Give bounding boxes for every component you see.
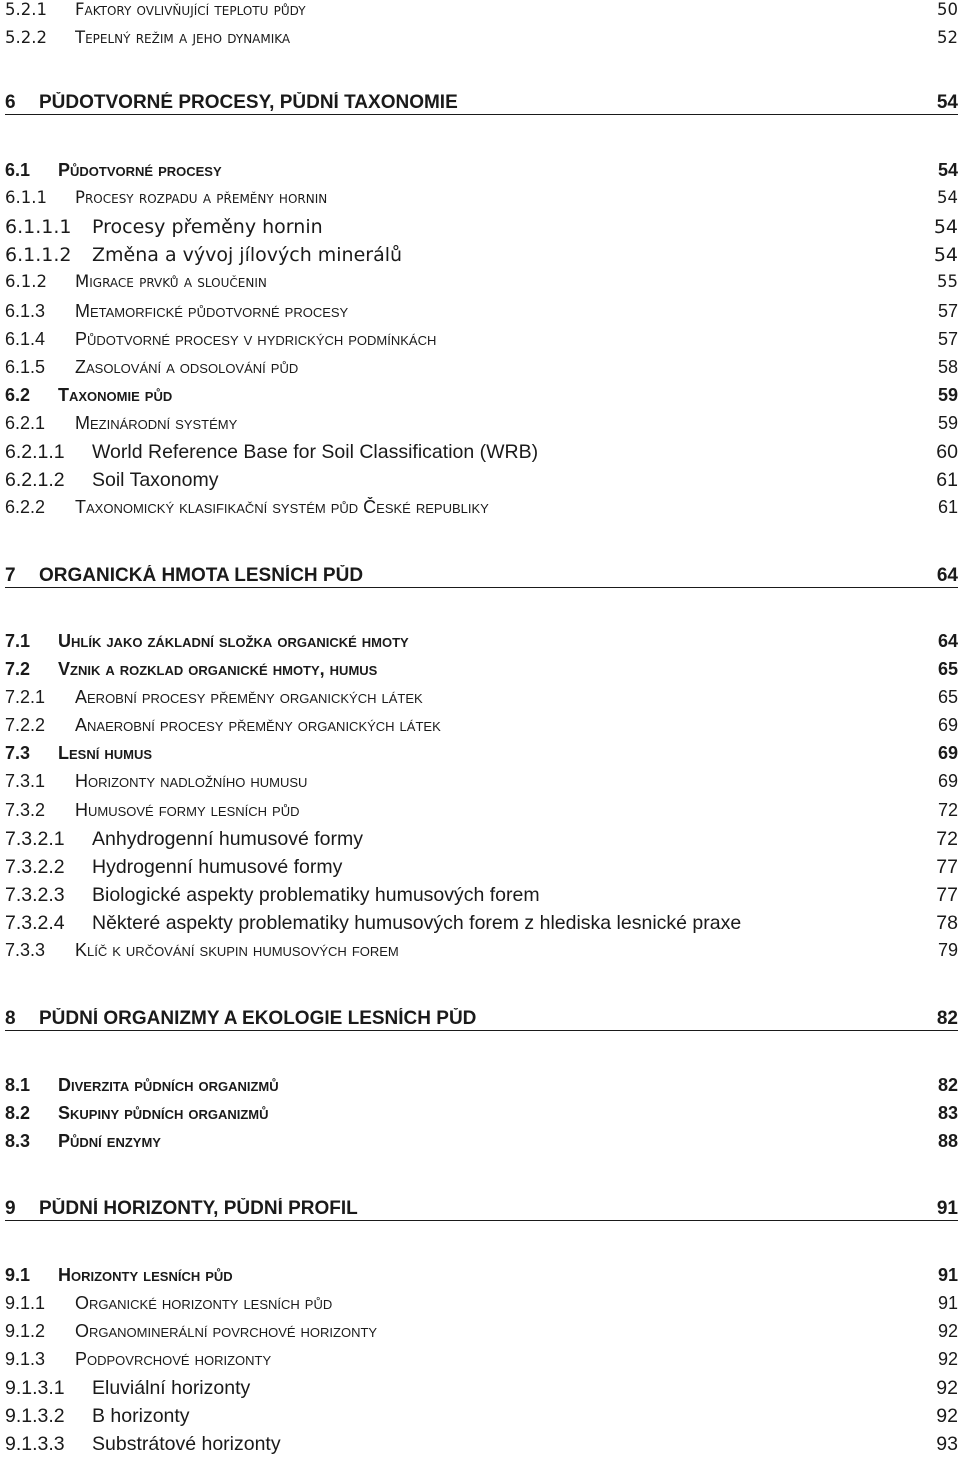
entry-page-number: 72 (936, 828, 958, 850)
entry-title: Horizonty nadložního humusu (75, 771, 308, 791)
toc-entry-6[interactable] (5, 92, 958, 115)
entry-page-number: 77 (936, 856, 958, 878)
toc-entry-6-1-1-1[interactable] (5, 216, 958, 242)
entry-page-number: 57 (937, 301, 958, 321)
entry-title: PŮDOTVORNÉ PROCESY, PŮDNÍ TAXONOMIE (39, 92, 458, 113)
entry-number: 6.1.5 (5, 357, 46, 377)
entry-number: 7.3.1 (5, 771, 46, 791)
entry-number: 7.3.3 (5, 940, 46, 960)
entry-title: Faktory ovlivňující teplotu půdy (75, 0, 306, 19)
entry-title: ORGANICKÁ HMOTA LESNÍCH PŮD (39, 565, 364, 586)
entry-number: 9.1.3 (5, 1349, 46, 1369)
toc-entry-7-3-3[interactable] (5, 940, 958, 966)
entry-number: 9.1.3.2 (5, 1405, 65, 1427)
entry-title: Soil Taxonomy (92, 469, 219, 491)
entry-page-number: 54 (937, 188, 958, 207)
entry-number: 5.2.1 (5, 0, 47, 19)
toc-entry-7-3-2-1[interactable] (5, 828, 958, 854)
entry-number: 7.2.2 (5, 715, 46, 735)
toc-entry-7-3[interactable] (5, 743, 958, 769)
entry-number: 6.2 (5, 385, 31, 405)
entry-page-number: 61 (937, 497, 958, 517)
entry-title: Lesní humus (58, 743, 153, 763)
entry-number: 7.3.2.3 (5, 884, 65, 906)
entry-title: Některé aspekty problematiky humusových forem z hlediska lesnické praxe (92, 912, 742, 934)
entry-title: Organické horizonty lesních půd (75, 1293, 333, 1313)
entry-page-number: 59 (937, 385, 958, 405)
entry-page-number: 54 (933, 244, 958, 266)
entry-number: 8.2 (5, 1103, 31, 1123)
entry-title: Metamorfické půdotvorné procesy (75, 301, 349, 321)
toc-entry-6-1[interactable] (5, 160, 958, 186)
toc-entry-6-1-1[interactable] (5, 188, 958, 214)
entry-number: 6.2.1 (5, 413, 46, 433)
toc-entry-6-1-5[interactable] (5, 357, 958, 383)
entry-title: Taxonomický klasifikační systém půd České republiky (75, 497, 489, 517)
toc-entry-8-1[interactable] (5, 1075, 958, 1101)
entry-number: 9.1.3.3 (5, 1433, 65, 1455)
toc-entry-7-3-2-3[interactable] (5, 884, 958, 910)
toc-entry-6-2-1-1[interactable] (5, 441, 958, 467)
entry-page-number: 57 (937, 329, 958, 349)
entry-page-number: 69 (937, 771, 958, 791)
toc-entry-6-2[interactable] (5, 385, 958, 411)
entry-title: Zasolování a odsolování půd (75, 357, 299, 377)
entry-title: Podpovrchové horizonty (75, 1349, 272, 1369)
entry-page-number: 83 (937, 1103, 958, 1123)
entry-page-number: 54 (936, 92, 958, 113)
entry-number: 6.1.2 (5, 272, 47, 291)
entry-page-number: 92 (936, 1377, 958, 1399)
toc-entry-5-2-1[interactable] (5, 0, 958, 26)
entry-number: 9.1 (5, 1265, 31, 1285)
toc-entry-6-2-2[interactable] (5, 497, 958, 523)
entry-title: Horizonty lesních půd (58, 1265, 233, 1285)
toc-entry-7[interactable] (5, 565, 958, 588)
toc-entry-6-1-4[interactable] (5, 329, 958, 355)
entry-title: Organominerální povrchové horizonty (75, 1321, 378, 1341)
toc-entry-6-1-3[interactable] (5, 301, 958, 327)
entry-number: 7.3 (5, 743, 31, 763)
entry-page-number: 69 (937, 743, 958, 763)
entry-number: 6.1.1.1 (5, 216, 72, 238)
entry-title: Hydrogenní humusové formy (92, 856, 343, 878)
entry-page-number: 60 (936, 441, 958, 463)
toc-entry-9-1-3-1[interactable] (5, 1377, 958, 1403)
entry-page-number: 65 (937, 687, 958, 707)
entry-number: 9.1.2 (5, 1321, 46, 1341)
entry-page-number: 92 (937, 1321, 958, 1341)
entry-number: 7 (5, 565, 16, 586)
entry-title: Mezinárodní systémy (75, 413, 238, 433)
entry-title: Taxonomie půd (58, 385, 173, 405)
toc-entry-6-2-1[interactable] (5, 413, 958, 439)
entry-title: Migrace prvků a sloučenin (75, 272, 267, 291)
toc-entry-9-1-2[interactable] (5, 1321, 958, 1347)
entry-page-number: 55 (937, 272, 958, 291)
entry-title: Vznik a rozklad organické hmoty, humus (58, 659, 378, 679)
toc-entry-7-3-1[interactable] (5, 771, 958, 797)
entry-title: Diverzita půdních organizmů (58, 1075, 279, 1095)
entry-title: Procesy rozpadu a přeměny hornin (75, 188, 328, 207)
entry-number: 8.1 (5, 1075, 31, 1095)
entry-page-number: 61 (936, 469, 958, 491)
entry-number: 6.2.2 (5, 497, 46, 517)
entry-page-number: 65 (937, 659, 958, 679)
entry-page-number: 91 (937, 1265, 958, 1285)
toc-entry-6-2-1-2[interactable] (5, 469, 958, 495)
entry-number: 7.3.2.2 (5, 856, 65, 878)
entry-page-number: 92 (937, 1349, 958, 1369)
entry-title: Změna a vývoj jílových minerálů (92, 244, 403, 266)
entry-page-number: 91 (937, 1293, 958, 1313)
toc-entry-8-3[interactable] (5, 1131, 958, 1157)
toc-entry-9-1-3-2[interactable] (5, 1405, 958, 1431)
entry-title: Anhydrogenní humusové formy (92, 828, 363, 850)
entry-title: Biologické aspekty problematiky humusových forem (92, 884, 540, 906)
entry-number: 6 (5, 92, 16, 113)
entry-title: Půdotvorné procesy (58, 160, 222, 180)
toc-entry-9-1[interactable] (5, 1265, 958, 1291)
entry-page-number: 78 (936, 912, 958, 934)
entry-number: 6.1.1.2 (5, 244, 72, 266)
entry-number: 7.2.1 (5, 687, 46, 707)
entry-number: 7.2 (5, 659, 31, 679)
entry-title: B horizonty (92, 1405, 190, 1427)
entry-number: 9.1.3.1 (5, 1377, 65, 1399)
entry-page-number: 64 (936, 565, 958, 586)
toc-entry-8[interactable] (5, 1008, 958, 1031)
toc-entry-7-1[interactable] (5, 631, 958, 657)
entry-page-number: 77 (936, 884, 958, 906)
entry-page-number: 92 (936, 1405, 958, 1427)
entry-title: Anaerobní procesy přeměny organických látek (75, 715, 441, 735)
entry-title: Aerobní procesy přeměny organických látek (75, 687, 423, 707)
entry-page-number: 72 (937, 800, 958, 820)
toc-entry-9-1-3-3[interactable] (5, 1433, 958, 1459)
entry-page-number: 50 (937, 0, 958, 19)
entry-page-number: 69 (937, 715, 958, 735)
entry-title: PŮDNÍ ORGANIZMY A EKOLOGIE LESNÍCH PŮD (39, 1008, 477, 1029)
entry-page-number: 82 (936, 1008, 958, 1029)
toc-entry-7-3-2[interactable] (5, 800, 958, 826)
entry-title: Půdotvorné procesy v hydrických podmínkách (75, 329, 437, 349)
entry-page-number: 58 (937, 357, 958, 377)
entry-number: 8 (5, 1008, 16, 1029)
toc-entry-9[interactable] (5, 1198, 958, 1221)
entry-number: 7.3.2.4 (5, 912, 65, 934)
entry-page-number: 91 (936, 1198, 958, 1219)
entry-title: Klíč k určování skupin humusových forem (75, 940, 399, 960)
entry-page-number: 54 (933, 216, 958, 238)
toc-entry-9-1-3[interactable] (5, 1349, 958, 1375)
toc-entry-7-3-2-2[interactable] (5, 856, 958, 882)
entry-title: Uhlík jako základní složka organické hmoty (58, 631, 409, 651)
entry-title: PŮDNÍ HORIZONTY, PŮDNÍ PROFIL (39, 1198, 358, 1219)
toc-entry-5-2-2[interactable] (5, 28, 958, 54)
entry-title: Substrátové horizonty (92, 1433, 281, 1455)
entry-title: Tepelný režim a jeho dynamika (75, 28, 291, 47)
entry-number: 6.1.3 (5, 301, 46, 321)
entry-page-number: 93 (936, 1433, 958, 1455)
entry-number: 7.3.2.1 (5, 828, 65, 850)
toc-entry-7-3-2-4[interactable] (5, 912, 958, 938)
entry-page-number: 52 (937, 28, 958, 47)
toc-entry-8-2[interactable] (5, 1103, 958, 1129)
entry-title: Humusové formy lesních půd (75, 800, 300, 820)
entry-number: 6.1.1 (5, 188, 47, 207)
entry-number: 6.2.1.2 (5, 469, 65, 491)
entry-title: Procesy přeměny hornin (92, 216, 323, 238)
entry-title: Eluviální horizonty (92, 1377, 251, 1399)
entry-number: 5.2.2 (5, 28, 47, 47)
toc-entry-6-1-2[interactable] (5, 272, 958, 298)
entry-number: 9 (5, 1198, 16, 1219)
entry-number: 6.1.4 (5, 329, 46, 349)
toc-entry-6-1-1-2[interactable] (5, 244, 958, 270)
toc-entry-9-1-1[interactable] (5, 1293, 958, 1319)
entry-title: Skupiny půdních organizmů (58, 1103, 269, 1123)
entry-number: 9.1.1 (5, 1293, 46, 1313)
entry-number: 6.1 (5, 160, 31, 180)
entry-title: World Reference Base for Soil Classification (WRB) (92, 441, 539, 463)
toc-entry-7-2-2[interactable] (5, 715, 958, 741)
entry-page-number: 64 (937, 631, 958, 651)
entry-page-number: 54 (937, 160, 958, 180)
toc-entry-7-2-1[interactable] (5, 687, 958, 713)
entry-number: 7.3.2 (5, 800, 46, 820)
entry-page-number: 79 (937, 940, 958, 960)
entry-page-number: 59 (937, 413, 958, 433)
entry-page-number: 88 (937, 1131, 958, 1151)
entry-number: 7.1 (5, 631, 31, 651)
entry-number: 8.3 (5, 1131, 31, 1151)
toc-entry-7-2[interactable] (5, 659, 958, 685)
entry-page-number: 82 (937, 1075, 958, 1095)
entry-title: Půdní enzymy (58, 1131, 161, 1151)
entry-number: 6.2.1.1 (5, 441, 65, 463)
